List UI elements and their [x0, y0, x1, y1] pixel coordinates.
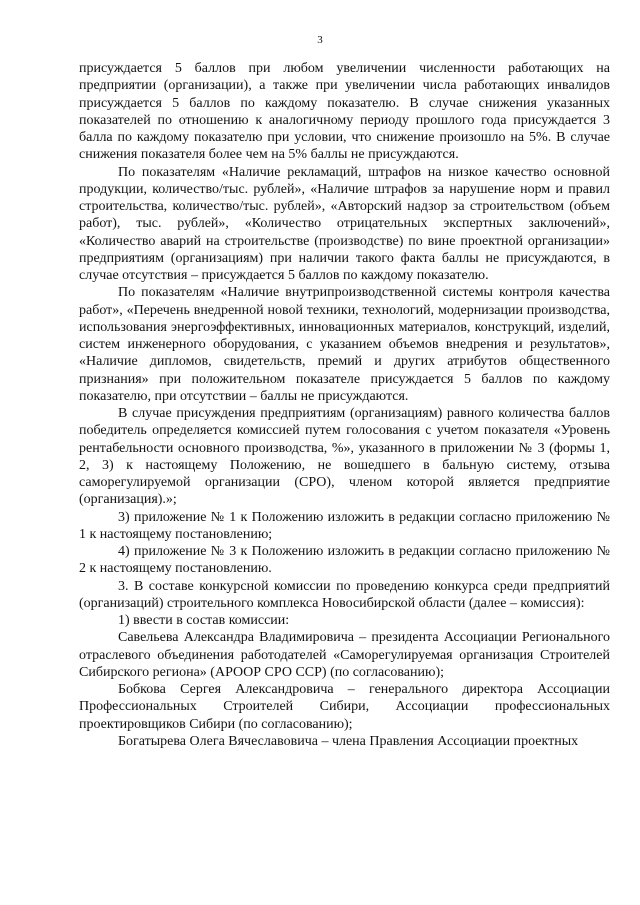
page-number: 3: [317, 34, 323, 46]
paragraph-member-bobkov: Бобкова Сергея Александровича – генерального директора Ассоциации Профессиональных Строителей Сибири, Ассоциации профессиональных проектировщиков Сибири (по согласованию);: [79, 682, 610, 732]
document-body: [79, 60, 610, 750]
paragraph-commission: 3. В составе конкурсной комиссии по проведению конкурса среди предприятий (организаций) строительного комплекса Новосибирской области (далее – комиссия):: [79, 578, 610, 611]
paragraph-add-members: 1) ввести в состав комиссии:: [118, 613, 290, 628]
paragraph-member-savelyev: Савельева Александра Владимировича – президента Ассоциации Регионального отраслевого объединения работодателей «Саморегулируемая организация Строителей Сибирского региона» (АРООР СРО ССР) (по согласованию);: [79, 630, 610, 680]
paragraph-reclamations: По показателям «Наличие рекламаций, штрафов на низкое качество основной продукции, количество/тыс. рублей», «Наличие штрафов за нарушение норм и правил строительства, количество/тыс. рублей», «Авторский надзор за строительством (объем работ), тыс. рублей», «Количество отрицательных экспертных заключений», «Количество аварий на строительстве (производстве) по вине проектной организации» предприятиям (организациям) при наличии такого факта баллы не присуждаются, в случае отсутствия – присуждается 5 баллов по каждому показателю.: [79, 164, 610, 283]
paragraph-appendix-1: 3) приложение № 1 к Положению изложить в редакции согласно приложению № 1 к настоящему постановлению;: [79, 509, 610, 542]
paragraph-appendix-3: 4) приложение № 3 к Положению изложить в редакции согласно приложению № 2 к настоящему постановлению.: [79, 544, 610, 577]
paragraph-quality-control: По показателям «Наличие внутрипроизводственной системы контроля качества работ», «Перечень внедренной новой техники, технологий, модернизации производства, использования энергоэффективных, инновационных материалов, конструкций, изделий, систем инженерного оборудования, с указанием объемов внедрения и результатов», «Наличие дипломов, свидетельств, премий и других атрибутов общественного признания» при положительном показателе присуждается 5 баллов по каждому показателю, при отсутствии – баллы не присуждаются.: [79, 285, 610, 404]
paragraph-continuation: присуждается 5 баллов при любом увеличении численности работающих на предприятии (организации), а также при увеличении числа работающих инвалидов присуждается 5 баллов по каждому показателю. В случае снижения указанных показателей по отношению к аналогичному периоду прошлого года присуждается 3 балла по каждому показателю при условии, что снижение произошло на 5%. В случае снижения показателя более чем на 5% баллы не присуждаются.: [79, 61, 610, 163]
paragraph-member-bogatyrev: Богатырева Олега Вячеславовича – члена Правления Ассоциации проектных: [118, 733, 579, 749]
paragraph-equal-points: В случае присуждения предприятиям (организациям) равного количества баллов победитель определяется комиссией путем голосования с учетом показателя «Уровень рентабельности основного производства, %», указанного в приложении № 3 (формы 1, 2, 3) к настоящему Положению, не вошедшего в бальную систему, отзыва саморегулируемой организации (СРО), членом которой является предприятие (организация).»;: [79, 406, 610, 508]
